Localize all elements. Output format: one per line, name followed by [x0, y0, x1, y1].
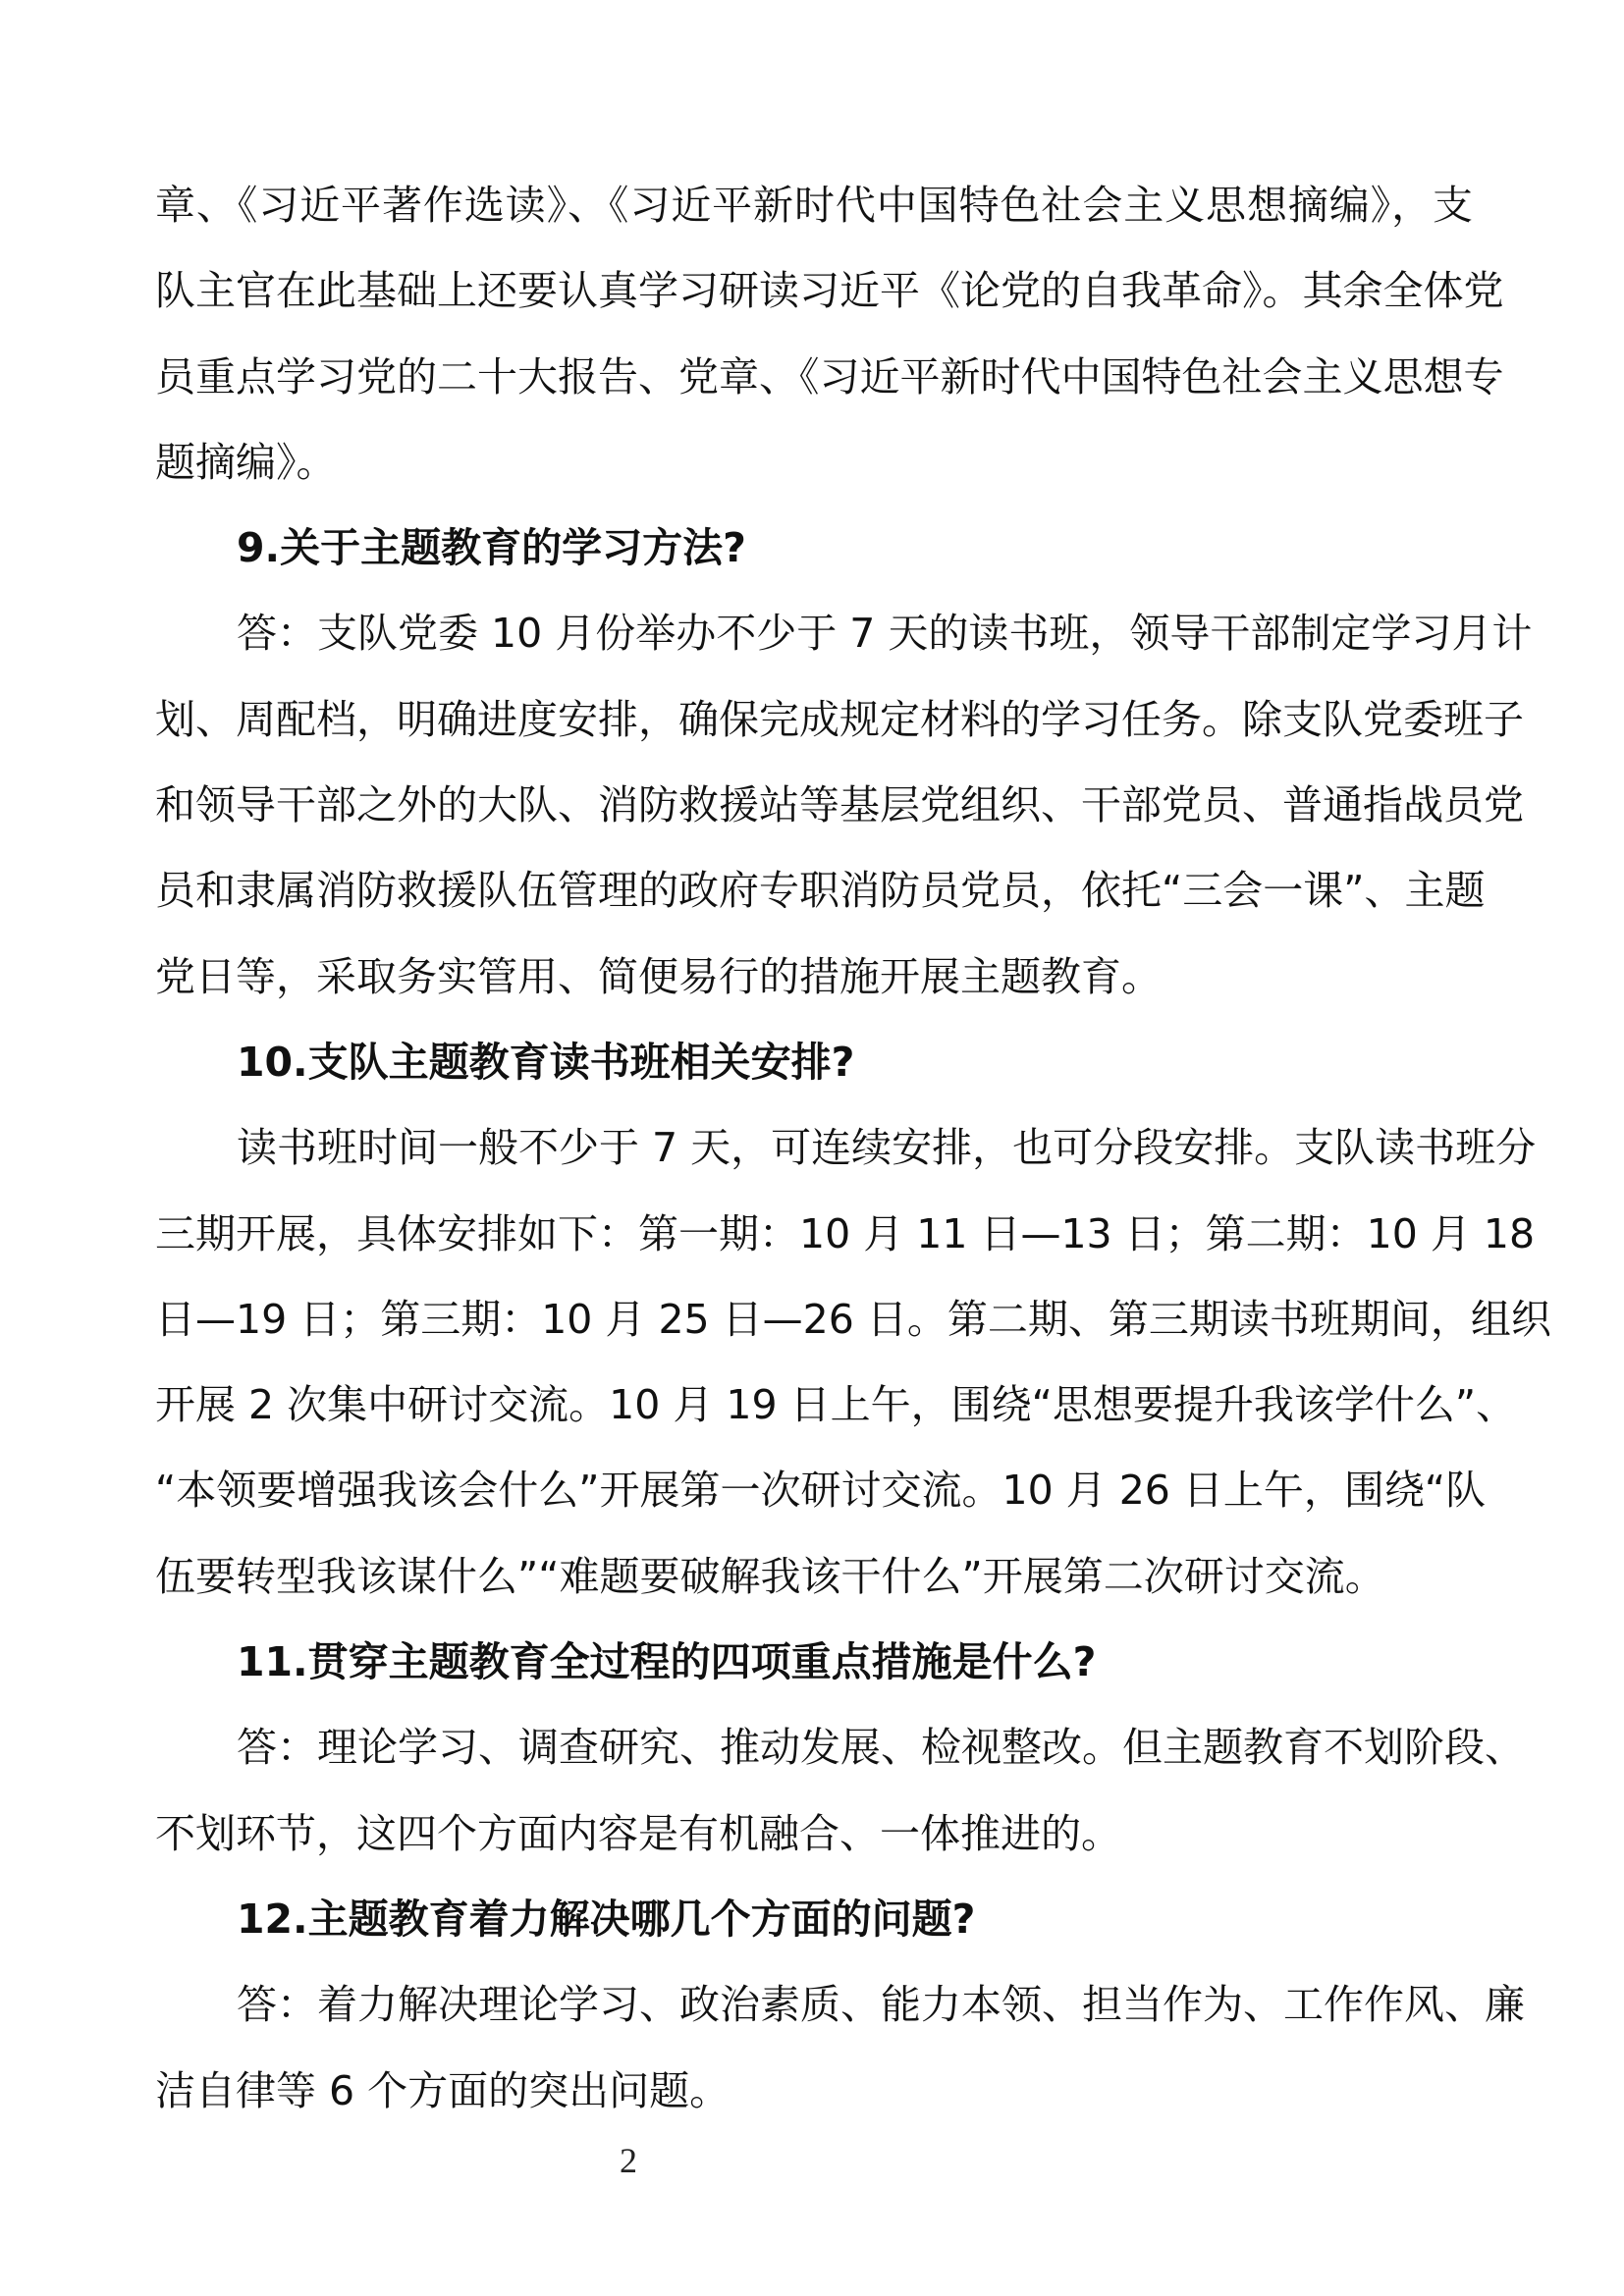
paragraph-line: 日—19 日；第三期：10 月 25 日—26 日。第二期、第三期读书班期间，组织: [155, 1295, 1551, 1343]
paragraph-line: 划、周配档，明确进度安排，确保完成规定材料的学习任务。除支队党委班子: [155, 695, 1524, 743]
page-number: 2: [620, 2141, 637, 2180]
paragraph-line: 队主官在此基础上还要认真学习研读习近平《论党的自我革命》。其余全体党: [155, 267, 1504, 315]
question-heading-11: 11.贯穿主题教育全过程的四项重点措施是什么?: [237, 1638, 1097, 1686]
paragraph-line: 三期开展，具体安排如下：第一期：10 月 11 日—13 日；第二期：10 月 18: [155, 1209, 1536, 1257]
paragraph-line: 章、《习近平著作选读》、《习近平新时代中国特色社会主义思想摘编》，支: [155, 182, 1473, 229]
paragraph-line: 答：支队党委 10 月份举办不少于 7 天的读书班，领导干部制定学习月计: [237, 610, 1533, 658]
paragraph-line: 题摘编》。: [155, 438, 337, 486]
paragraph-line: 读书班时间一般不少于 7 天，可连续安排，也可分段安排。支队读书班分: [237, 1124, 1537, 1172]
paragraph-line: 党日等，采取务实管用、简便易行的措施开展主题教育。: [155, 952, 1162, 1000]
paragraph-line: 和领导干部之外的大队、消防救援站等基层党组织、干部党员、普通指战员党: [155, 781, 1524, 829]
paragraph-line: 洁自律等 6 个方面的突出问题。: [155, 2066, 731, 2114]
paragraph-line: 员重点学习党的二十大报告、党章、《习近平新时代中国特色社会主义思想专: [155, 352, 1504, 400]
question-heading-10: 10.支队主题教育读书班相关安排?: [237, 1038, 855, 1086]
question-heading-9: 9.关于主题教育的学习方法?: [237, 524, 746, 572]
paragraph-line: 不划环节，这四个方面内容是有机融合、一体推进的。: [155, 1809, 1121, 1857]
question-heading-12: 12.主题教育着力解决哪几个方面的问题?: [237, 1895, 976, 1943]
paragraph-line: 伍要转型我该谋什么”“难题要破解我该干什么”开展第二次研讨交流。: [155, 1552, 1385, 1600]
paragraph-line: 答：理论学习、调查研究、推动发展、检视整改。但主题教育不划阶段、: [237, 1724, 1525, 1772]
paragraph-line: 员和隶属消防救援队伍管理的政府专职消防员党员，依托“三会一课”、主题: [155, 867, 1486, 915]
paragraph-line: “本领要增强我该会什么”开展第一次研讨交流。10 月 26 日上午，围绕“队: [155, 1467, 1487, 1515]
paragraph-line: 开展 2 次集中研讨交流。10 月 19 日上午，围绕“思想要提升我该学什么”、: [155, 1381, 1517, 1429]
document-body: [155, 163, 1551, 2134]
paragraph-line: 答：着力解决理论学习、政治素质、能力本领、担当作为、工作作风、廉: [237, 1981, 1525, 2029]
